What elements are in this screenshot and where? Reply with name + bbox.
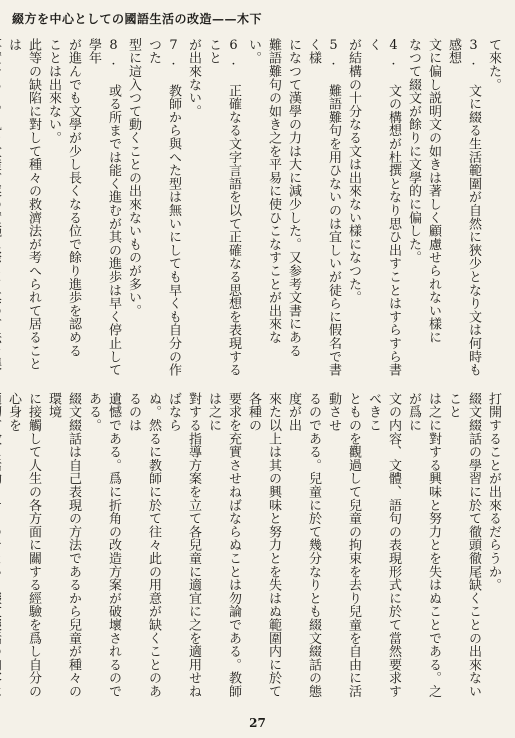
text-line: 5. 難語難句を用ひないのは宜しいが徒らに假名で書く樣 [306, 38, 341, 377]
text-line: になつて漢學の力は大に減少した。又参考文書にある [286, 38, 301, 358]
text-line: 8. 或る所までは能く進むが其の進歩は早く停止して學年 [86, 38, 121, 377]
text-line: 綴文綴話の學習に於て徹頭徹尾缺くことの出來ないこと [446, 392, 481, 698]
text-line: ぬ。然るに教師に於て往々此の用意が缺くことのあるのは [126, 392, 161, 698]
text-line [0, 38, 3, 383]
running-header: 綴方を中心としての國語生活の改造——木下 [12, 12, 263, 26]
page-number: 27 [249, 716, 266, 730]
text-line: 型に這入つて動くことの出來ないものが多い。 [126, 38, 141, 318]
text-line: なつて綴文が餘りに文學的に偏した。 [406, 38, 421, 265]
text-line: 要求を充實させねばならぬことは勿論である。教師は之に [206, 392, 241, 698]
text-line: 打開することが出來るだらうか。 [486, 392, 501, 592]
text-line: とものを觀過して兒童の拘束を去り兒童を自由に活動させ [326, 392, 361, 698]
text-line: 對する指導方案を立て各兒童に適宜に之を適用せねばなら [166, 392, 201, 698]
text-line: 4. 文の構想が杜撰となり思ひ出すことはすらすら書く [366, 38, 401, 377]
text-line: が進んでも文學が少し長くなる位で餘り進歩を認める [66, 38, 81, 358]
text-line: が結構の十分なる文は出來ない樣になつた。 [346, 38, 361, 304]
text-line: 此等の缺陷に對して種々の救濟法が考へられて居ることは [6, 38, 41, 371]
text-line: て來た。 [486, 38, 501, 92]
text-line: 難語難句の如き之を平易に使ひこなすことが出來な [266, 38, 281, 344]
text-line: は之に對する興味と努力とを失はぬことである。之が爲に [406, 392, 441, 698]
text-line: 7. 教師から與へた型は無いにしても早くも自分の作つた [146, 38, 181, 377]
text-line: 6. 正確なる文字言語を以て正確なる思想を表現すること [206, 38, 241, 377]
text-line: 3. 文に綴る生活範圍が自然に狹少となり文は何時も感想 [446, 38, 481, 377]
text-line: が出來ない。 [186, 38, 201, 118]
upper-text-block [8, 38, 503, 383]
text-line: 來た以上は其の興味と努力とを失はぬ範圍内に於て各種の [246, 392, 281, 698]
lower-text-block [8, 392, 503, 710]
text-line: に接觸して人生の各方面に關する經驗を爲し自分の心身を [6, 392, 41, 698]
text-line: 文に偏し説明文の如きは著しく顧慮せられない樣に [426, 38, 441, 344]
text-line: い。 [246, 38, 261, 65]
text-line: 綴文綴話は自己表現の方法であるから兒童が種々の環境 [46, 392, 81, 698]
text-line: 遺憾である。爲に折角の改造方案が破壞されるのである。 [86, 392, 121, 698]
text-line: ことは出來ない。 [46, 38, 61, 145]
text-line: るのである。兒童に於て幾分なりとも綴文綴話の態度が出 [286, 392, 321, 698]
text-line: 文の内容、文體、語句の表現形式に於て當然要求すべきこ [366, 392, 401, 698]
text-line [0, 392, 3, 710]
